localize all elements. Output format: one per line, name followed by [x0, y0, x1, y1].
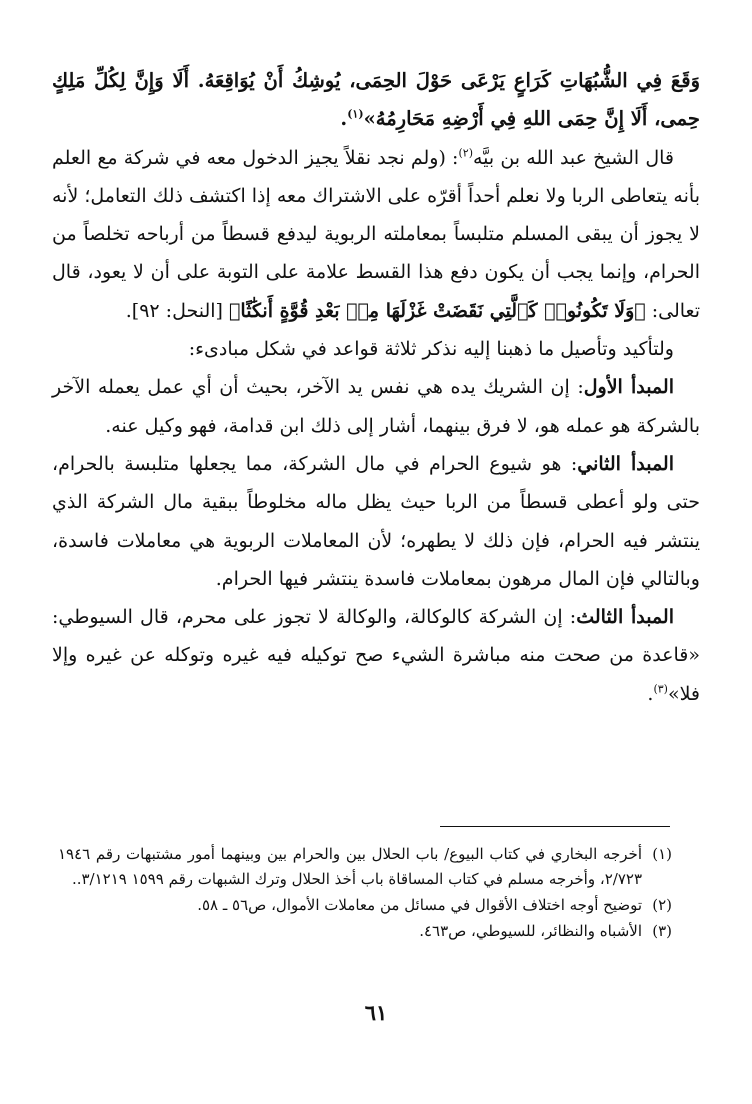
principle-3-end: . — [647, 682, 654, 705]
page-body — [52, 62, 700, 713]
footnote-number: (١) — [652, 845, 672, 863]
principle-1-text: : إن الشريك يده هي نفس يد الآخر، بحيث أن أي عمل يعمله الآخر بالشركة هو عمله هو، لا فرق بينهما، أشار إلى ذلك ابن قدامة، فهو وكيل عنه. — [52, 376, 700, 437]
principle-1-title: المبدأ الأول — [583, 376, 674, 399]
page-number: ٦١ — [364, 1000, 388, 1025]
footnote-item — [58, 919, 672, 944]
hadith-paragraph: وَقَعَ فِي الشُّبُهَاتِ كَرَاعٍ يَرْعَى حَوْلَ الحِمَى، يُوشِكُ أَنْ يُوَاقِعَهُ. أَلَا وَإِنَّ لِكُلِّ مَلِكٍ حِمى، أَلَا إِنَّ حِمَى اللهِ فِي أَرْضِهِ مَحَارِمُهُ»$^{(١)}$. — [52, 69, 700, 131]
footnote-text: توضيح أوجه اختلاف الأقوال في مسائل من معاملات الأموال، ص٥٦ ـ ٥٨. — [197, 896, 642, 914]
shaykh-intro: قال الشيخ عبد الله بن بيَّه — [472, 146, 674, 169]
quran-verse: ﴿وَلَا تَكُونُوا۟ كَٱلَّتِي نَقَضَتْ غَزْلَهَا مِنۢ بَعْدِ قُوَّةٍ أَنكَٰثًا﴾ — [229, 299, 646, 322]
footnote-number: (٢) — [652, 896, 672, 914]
hadith-text: وَقَعَ فِي الشُّبُهَاتِ كَرَاعٍ يَرْعَى حَوْلَ الحِمَى، يُوشِكُ أَنْ يُوَاقِعَهُ. أَلَا وَإِنَّ لِكُلِّ مَلِكٍ حِمى، أَلَا إِنَّ حِمَى اللهِ فِي أَرْضِهِ مَحَارِمُهُ» — [52, 69, 700, 131]
shaykh-quote: : (ولم نجد نقلاً يجيز الدخول معه في شركة مع العلم بأنه يتعاطى الربا ولا نعلم أحداً أقرّه على الاشتراك معه إذا اكتشف ذلك التعامل؛ لأنه لا يجوز أن يبقى المسلم متلبساً بمعاملته الربوية ليدفع قسطاً من أرباحه تخلصاً من الحرام، وإنما يجب أن يكون دفع هذا القسط علامة على التوبة على أن لا يعود، قال تعالى: — [52, 146, 700, 322]
footnote-text: الأشباه والنظائر، للسيوطي، ص٤٦٣. — [419, 922, 642, 940]
principle-1 — [52, 368, 700, 445]
principle-2-title: المبدأ الثاني — [577, 452, 675, 475]
footnote-ref-3: (٣) — [653, 682, 668, 696]
footnote-text: أخرجه البخاري في كتاب البيوع/ باب الحلال بين والحرام بين وبينهما أمور مشتبهات رقم ١٩٤٦ ٢/٧٢٣، وأخرجه مسلم في كتاب المساقاة باب أخذ الحلال وترك الشبهات رقم ١٥٩٩ ٣/١٢١٩.. — [58, 845, 642, 888]
footnote-item — [58, 842, 672, 892]
principle-3-text: : إن الشركة كالوكالة، والوكالة لا تجوز على محرم، قال السيوطي: «قاعدة من صحت منه مباشرة الشيء صح توكيله فيه غيره وتوكله عن غيره وإلا فلا» — [52, 606, 700, 705]
principle-2-text: : هو شيوع الحرام في مال الشركة، مما يجعلها متلبسة بالحرام، حتى ولو أعطى قسطاً من الربا حيث يظل ماله مخلوطاً ببقية مال الشركة الذي ينتشر فيه الحرام، فإن ذلك لا يطهره؛ لأن المعاملات الربوية هي معاملات فاسدة، وبالتالي فإن المال مرهون بمعاملات فاسدة ينتشر فيها الحرام. — [52, 452, 700, 590]
shaykh-quote-paragraph — [52, 139, 700, 330]
principle-3-title: المبدأ الثالث — [576, 606, 674, 629]
footnote-divider — [440, 826, 670, 827]
quran-reference: [النحل: ٩٢]. — [125, 299, 229, 322]
footnote-ref-2: (٢) — [458, 146, 473, 160]
principles-intro: ولتأكيد وتأصيل ما ذهبنا إليه نذكر ثلاثة قواعد في شكل مبادىء: — [188, 338, 674, 361]
principle-3 — [52, 598, 700, 713]
footnote-item — [58, 893, 672, 918]
footnote-number: (٣) — [652, 922, 672, 940]
footnotes — [58, 842, 672, 945]
principle-2 — [52, 445, 700, 598]
footnote-ref-1: (١) — [347, 107, 364, 121]
